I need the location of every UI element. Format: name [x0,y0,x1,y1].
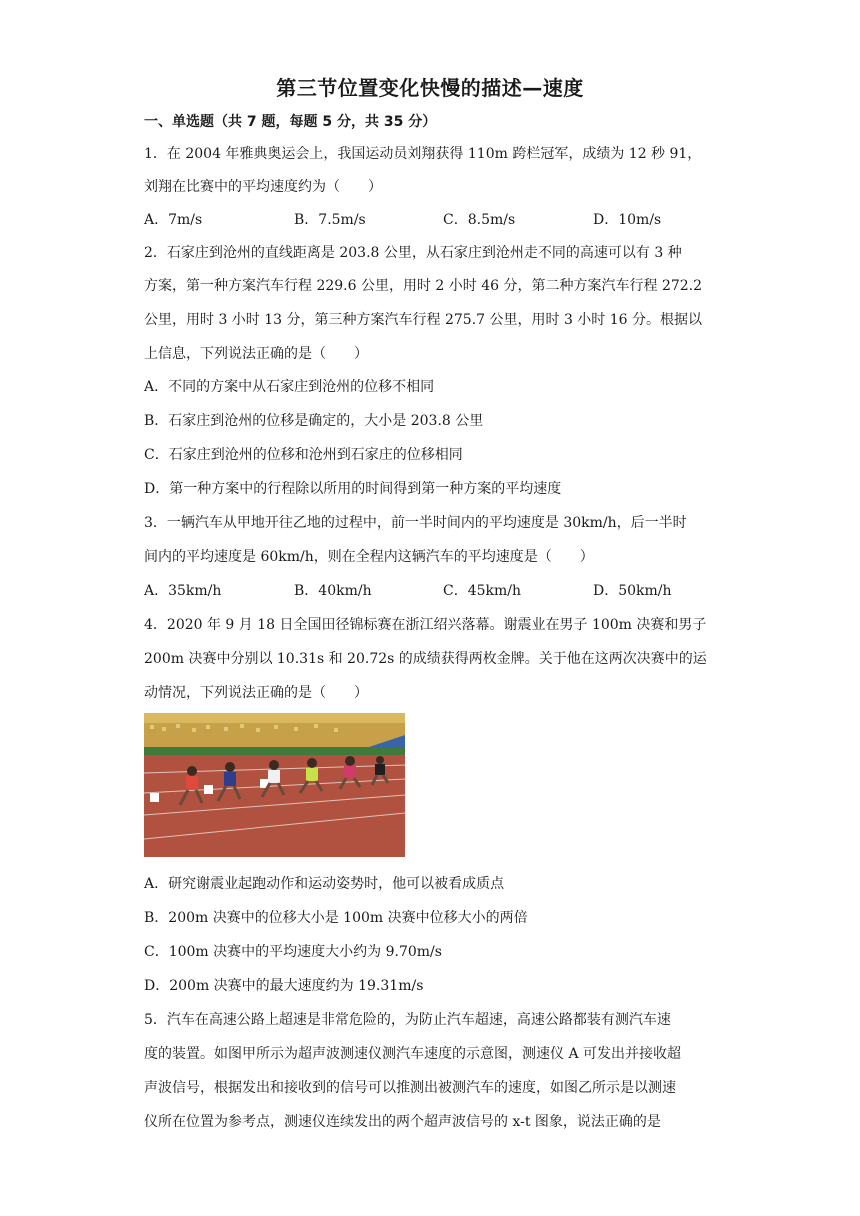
q5-line-2: 度的装置。如图甲所示为超声波测速仪测汽车速度的示意图，测速仪 A 可发出并接收超 [144,1046,682,1062]
q3-option-b: B．40km/h [294,583,372,599]
q3-option-c: C．45km/h [443,583,522,599]
q3-line-1: 3．一辆汽车从甲地开往乙地的过程中，前一半时间内的平均速度是 30km/h，后一半时 [144,515,687,531]
q5-line-3: 声波信号，根据发出和接收到的信号可以推测出被测汽车的速度，如图乙所示是以测速 [144,1080,676,1096]
q2-option-a: A．不同的方案中从石家庄到沧州的位移不相同 [144,379,435,395]
q4-option-a: A．研究谢震业起跑动作和运动姿势时，他可以被看成质点 [144,876,505,892]
q4-line-2: 200m 决赛中分别以 10.31s 和 20.72s 的成绩获得两枚金牌。关于他在这两次决赛中的运 [144,651,707,667]
q4-option-b: B．200m 决赛中的位移大小是 100m 决赛中位移大小的两倍 [144,910,528,926]
q1-line-2: 刘翔在比赛中的平均速度约为（ ） [144,179,382,195]
q2-option-b: B．石家庄到沧州的位移是确定的，大小是 203.8 公里 [144,413,484,429]
q4-line-3: 动情况，下列说法正确的是（ ） [144,685,368,701]
q1-option-c: C．8.5m/s [443,212,516,228]
q2-option-d: D．第一种方案中的行程除以所用的时间得到第一种方案的平均速度 [144,481,562,497]
q2-line-4: 上信息，下列说法正确的是（ ） [144,346,368,362]
q5-line-4: 仪所在位置为参考点，测速仪连续发出的两个超声波信号的 x-t 图象，说法正确的是 [144,1114,661,1130]
q1-option-b: B．7.5m/s [294,212,366,228]
q3-option-d: D．50km/h [593,583,672,599]
q3-line-2: 间内的平均速度是 60km/h，则在全程内这辆汽车的平均速度是（ ） [144,549,594,565]
q4-option-c: C．100m 决赛中的平均速度大小约为 9.70m/s [144,944,442,960]
q1-line-1: 1．在 2004 年雅典奥运会上，我国运动员刘翔获得 110m 跨栏冠军，成绩为 12 秒 91， [144,146,702,162]
q1-option-a: A．7m/s [144,212,203,228]
q4-line-1: 4．2020 年 9 月 18 日全国田径锦标赛在浙江绍兴落幕。谢震业在男子 100m 决赛和男子 [144,617,707,633]
section-heading: 一、单选题（共 7 题，每题 5 分，共 35 分） [144,114,437,130]
q2-option-c: C．石家庄到沧州的位移和沧州到石家庄的位移相同 [144,447,463,463]
q3-option-a: A．35km/h [144,583,222,599]
q2-line-3: 公里，用时 3 小时 13 分，第三种方案汽车行程 275.7 公里，用时 3 小时 16 分。根据以 [144,312,703,328]
q1-option-d: D．10m/s [593,212,662,228]
q5-line-1: 5．汽车在高速公路上超速是非常危险的，为防止汽车超速，高速公路都装有测汽车速 [144,1012,671,1028]
q4-option-d: D．200m 决赛中的最大速度约为 19.31m/s [144,978,424,994]
sprint-race-photo [144,713,405,857]
page-title: 第三节位置变化快慢的描述—速度 [276,76,584,100]
q2-line-1: 2．石家庄到沧州的直线距离是 203.8 公里，从石家庄到沧州走不同的高速可以有 3 种 [144,245,682,261]
q2-line-2: 方案，第一种方案汽车行程 229.6 公里，用时 2 小时 46 分，第二种方案汽车行程 272.2 [144,278,703,294]
